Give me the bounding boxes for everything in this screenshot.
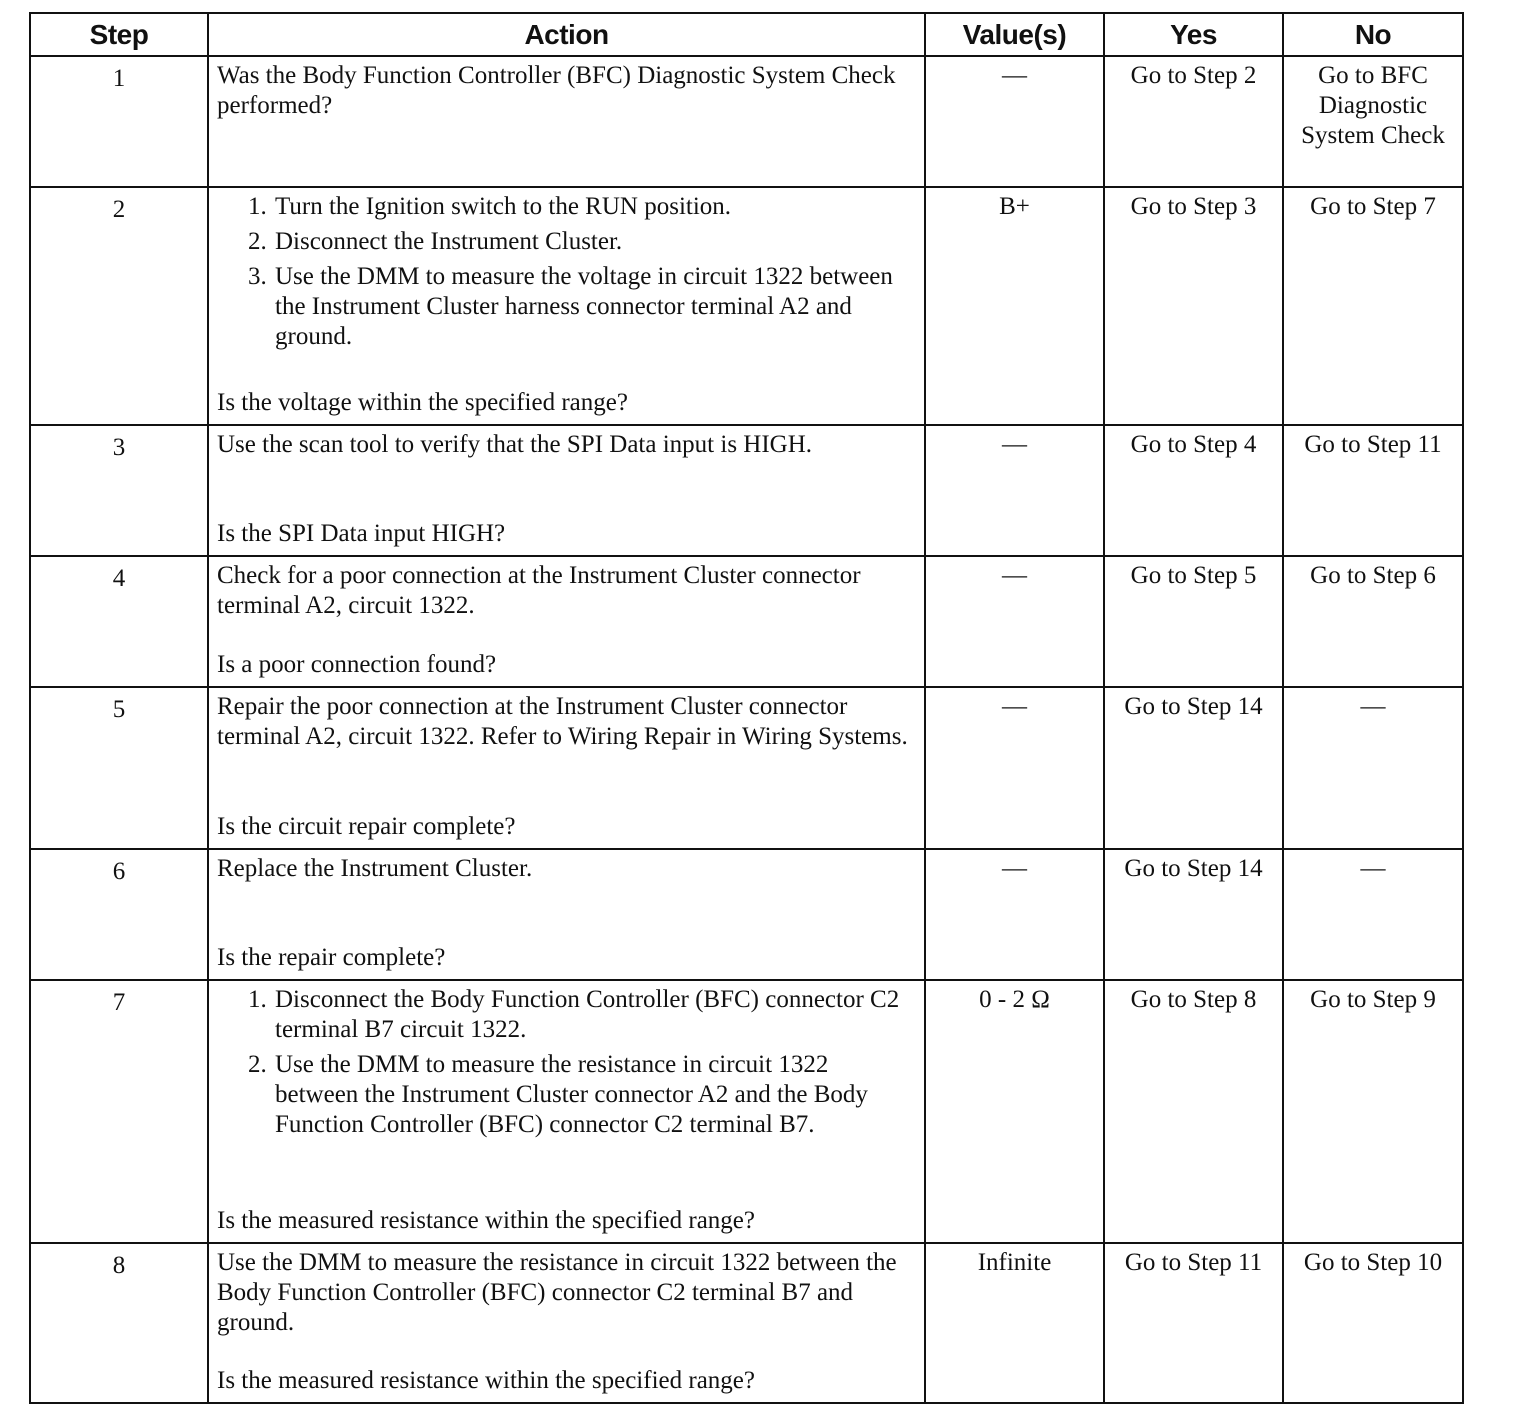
- action-question: Is the circuit repair complete?: [217, 813, 516, 840]
- value-cell: —: [925, 556, 1104, 687]
- value-cell: —: [925, 425, 1104, 556]
- yes-cell: Go to Step 3: [1104, 187, 1283, 425]
- yes-cell: Go to Step 14: [1104, 849, 1283, 980]
- list-item: 1. Disconnect the Body Function Controller (BFC) connector C2 terminal B7 circuit 1322.: [273, 985, 914, 1045]
- action-question: Is the measured resistance within the specified range?: [217, 1367, 755, 1394]
- step-number: 3: [30, 425, 208, 556]
- value-cell: 0 - 2 Ω: [925, 980, 1104, 1243]
- table-row: [30, 556, 1463, 687]
- header-action: Action: [208, 13, 925, 56]
- table-row: [30, 1243, 1463, 1403]
- table-row: [30, 187, 1463, 425]
- action-cell: [208, 556, 925, 687]
- action-question: Is the repair complete?: [217, 944, 446, 971]
- no-cell: Go to Step 11: [1283, 425, 1463, 556]
- header-step: Step: [30, 13, 208, 56]
- action-text: Use the DMM to measure the resistance in circuit 1322 between the Body Function Controller (BFC) connector C2 terminal B7 and ground.: [217, 1249, 897, 1336]
- action-cell: [208, 980, 925, 1243]
- no-cell: —: [1283, 849, 1463, 980]
- yes-cell: Go to Step 11: [1104, 1243, 1283, 1403]
- value-cell: —: [925, 687, 1104, 849]
- action-text: Use the scan tool to verify that the SPI Data input is HIGH.: [217, 431, 813, 458]
- list-item: 2. Disconnect the Instrument Cluster.: [273, 227, 914, 257]
- action-cell: [208, 187, 925, 425]
- table-row: [30, 56, 1463, 187]
- diagnostic-table: [29, 12, 1464, 1404]
- header-yes: Yes: [1104, 13, 1283, 56]
- action-text: Repair the poor connection at the Instrument Cluster connector terminal A2, circuit 1322. Refer to Wiring Repair in Wiring Systems.: [217, 693, 908, 750]
- step-number: 4: [30, 556, 208, 687]
- action-text: Replace the Instrument Cluster.: [217, 855, 533, 882]
- table-row: [30, 849, 1463, 980]
- action-cell: [208, 425, 925, 556]
- value-cell: B+: [925, 187, 1104, 425]
- action-question: Is a poor connection found?: [217, 651, 497, 678]
- yes-cell: Go to Step 4: [1104, 425, 1283, 556]
- step-number: 7: [30, 980, 208, 1243]
- no-cell: Go to Step 6: [1283, 556, 1463, 687]
- yes-cell: Go to Step 5: [1104, 556, 1283, 687]
- no-cell: Go to Step 10: [1283, 1243, 1463, 1403]
- action-text: Check for a poor connection at the Instrument Cluster connector terminal A2, circuit 1322.: [217, 562, 861, 619]
- list-item: 3. Use the DMM to measure the voltage in circuit 1322 between the Instrument Cluster harness connector terminal A2 and ground.: [273, 262, 914, 352]
- action-text: Was the Body Function Controller (BFC) Diagnostic System Check performed?: [217, 62, 896, 119]
- list-item: 2. Use the DMM to measure the resistance in circuit 1322 between the Instrument Cluster connector A2 and the Body Function Controller (BFC) connector C2 terminal B7.: [273, 1050, 914, 1140]
- yes-cell: Go to Step 2: [1104, 56, 1283, 187]
- step-number: 6: [30, 849, 208, 980]
- step-number: 8: [30, 1243, 208, 1403]
- no-cell: —: [1283, 687, 1463, 849]
- action-cell: [208, 1243, 925, 1403]
- value-cell: —: [925, 56, 1104, 187]
- value-cell: Infinite: [925, 1243, 1104, 1403]
- action-cell: [208, 849, 925, 980]
- action-list: [217, 985, 914, 1145]
- table-row: [30, 980, 1463, 1243]
- header-values: Value(s): [925, 13, 1104, 56]
- header-row: [30, 13, 1463, 56]
- action-cell: [208, 687, 925, 849]
- header-no: No: [1283, 13, 1463, 56]
- no-cell: Go to BFC Diagnostic System Check: [1283, 56, 1463, 187]
- list-item: 1. Turn the Ignition switch to the RUN position.: [273, 192, 914, 222]
- step-number: 5: [30, 687, 208, 849]
- action-question: Is the measured resistance within the specified range?: [217, 1207, 755, 1234]
- step-number: 1: [30, 56, 208, 187]
- action-cell: [208, 56, 925, 187]
- no-cell: Go to Step 9: [1283, 980, 1463, 1243]
- table-row: [30, 687, 1463, 849]
- action-list: [217, 192, 914, 357]
- value-cell: —: [925, 849, 1104, 980]
- table-row: [30, 425, 1463, 556]
- yes-cell: Go to Step 8: [1104, 980, 1283, 1243]
- yes-cell: Go to Step 14: [1104, 687, 1283, 849]
- action-question: Is the SPI Data input HIGH?: [217, 520, 506, 547]
- action-question: Is the voltage within the specified range?: [217, 389, 628, 416]
- step-number: 2: [30, 187, 208, 425]
- no-cell: Go to Step 7: [1283, 187, 1463, 425]
